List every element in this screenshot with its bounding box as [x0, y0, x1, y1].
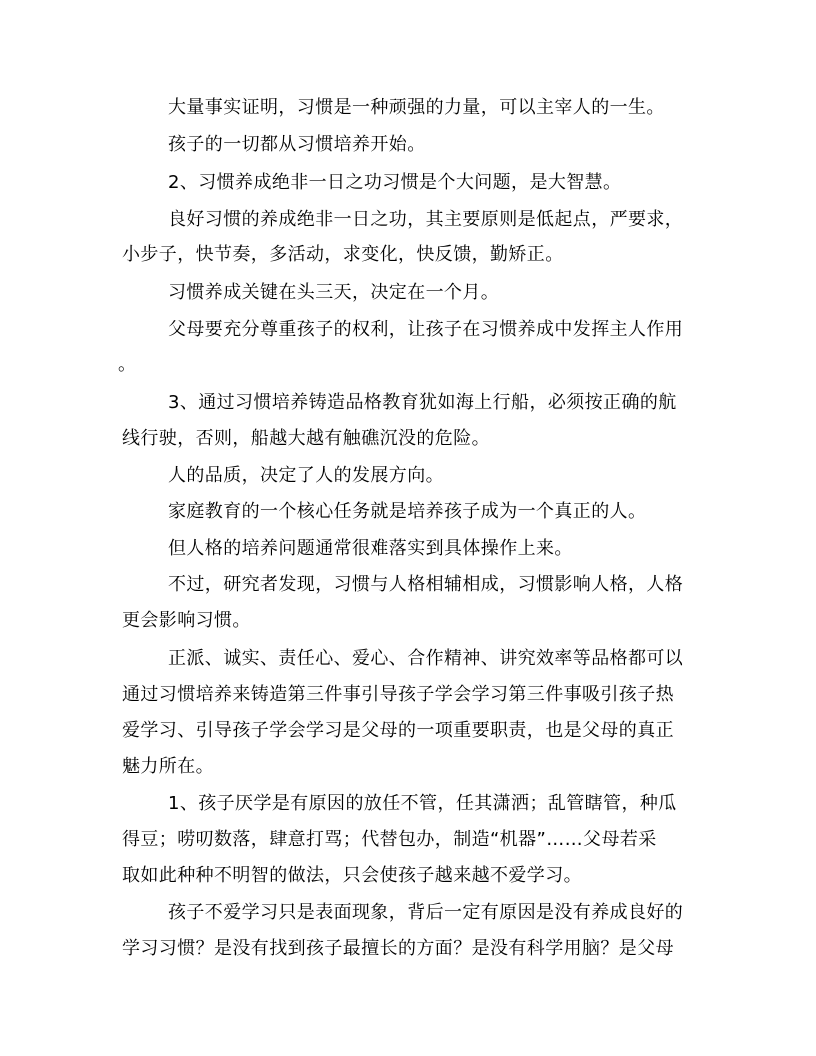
text-line: 3、通过习惯培养铸造品格教育犹如海上行船，必须按正确的航 — [168, 392, 677, 413]
text-line: 得豆；唠叨数落，肆意打骂；代替包办，制造“机器”……父母若采 — [122, 829, 657, 850]
text-line: 大量事实证明，习惯是一种顽强的力量，可以主宰人的一生。 — [168, 97, 665, 118]
text-line: 孩子不爱学习只是表面现象，背后一定有原因是没有养成良好的 — [168, 902, 684, 923]
text-line: 但人格的培养问题通常很难落实到具体操作上来。 — [168, 538, 573, 559]
text-line: 2、习惯养成绝非一日之功习惯是个大问题，是大智慧。 — [168, 172, 622, 193]
text-line: 孩子的一切都从习惯培养开始。 — [168, 134, 426, 155]
text-line: 良好习惯的养成绝非一日之功，其主要原则是低起点，严要求， — [168, 209, 684, 230]
text-line: 家庭教育的一个核心任务就是培养孩子成为一个真正的人。 — [168, 501, 647, 522]
text-line: 取如此种种不明智的做法，只会使孩子越来越不爱学习。 — [122, 865, 582, 886]
text-line: 习惯养成关键在头三天，决定在一个月。 — [168, 282, 500, 303]
text-line: 。 — [118, 354, 137, 375]
text-line: 1、孩子厌学是有原因的放任不管，任其潇洒；乱管瞎管，种瓜 — [168, 793, 677, 814]
text-line: 人的品质，决定了人的发展方向。 — [168, 465, 444, 486]
text-line: 通过习惯培养来铸造第三件事引导孩子学会学习第三件事吸引孩子热 — [122, 684, 674, 705]
text-line: 魅力所在。 — [122, 756, 214, 777]
text-line: 父母要充分尊重孩子的权利，让孩子在习惯养成中发挥主人作用 — [168, 319, 684, 340]
text-line: 学习习惯？是没有找到孩子最擅长的方面？是没有科学用脑？是父母 — [122, 938, 674, 959]
text-line: 更会影响习惯。 — [122, 610, 251, 631]
text-line: 小步子，快节奏，多活动，求变化，快反馈，勤矫正。 — [122, 244, 564, 265]
text-line: 正派、诚实、责任心、爱心、合作精神、讲究效率等品格都可以 — [168, 648, 684, 669]
text-line: 不过，研究者发现，习惯与人格相辅相成，习惯影响人格，人格 — [168, 574, 684, 595]
text-line: 线行驶，否则，船越大越有触礁沉没的危险。 — [122, 428, 490, 449]
text-line: 爱学习、引导孩子学会学习是父母的一项重要职责，也是父母的真正 — [122, 720, 674, 741]
